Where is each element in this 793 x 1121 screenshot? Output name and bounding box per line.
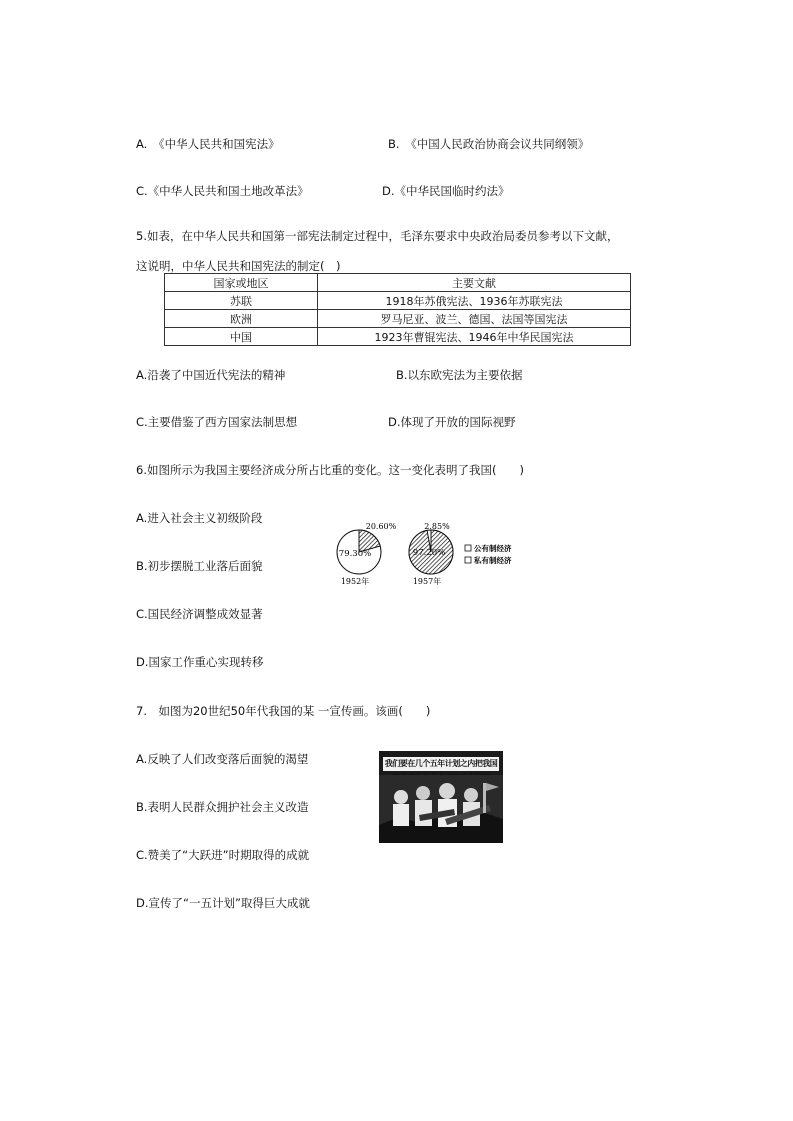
table-cell: 罗马尼亚、波兰、德国、法国等国宪法 [318, 310, 631, 328]
pie-label-private: 79.30% [338, 549, 372, 559]
table-cell: 1923年曹锟宪法、1946年中华民国宪法 [318, 328, 631, 346]
q5-stem-line2: 这说明，中华人民共和国宪法的制定( ) [136, 259, 341, 273]
q6-option-b: B.初步摆脱工业落后面貌 [136, 559, 263, 573]
legend-label-public: 公有制经济 [474, 544, 512, 553]
q5-stem-line1: 5.如表，在中华人民共和国第一部宪法制定过程中，毛泽东要求中央政治局委员参考以下文献， [136, 229, 619, 243]
chart-legend [465, 543, 512, 565]
q7-option-a: A.反映了人们改变落后面貌的渴望 [136, 752, 309, 766]
pie-year-label: 1952年 [340, 577, 370, 586]
q7-option-b: B.表明人民群众拥护社会主义改造 [136, 800, 309, 814]
table-header-row [165, 274, 631, 292]
table-cell: 中国 [165, 328, 318, 346]
q6-option-d: D.国家工作重心实现转移 [136, 655, 264, 669]
q6-stem: 6.如图所示为我国主要经济成分所占比重的变化。这一变化表明了我国( ) [136, 463, 524, 477]
q4-option-a: A. 《中华人民共和国宪法》 [136, 137, 280, 151]
q6-option-c: C.国民经济调整成效显著 [136, 607, 263, 621]
q5-option-b: B.以东欧宪法为主要依据 [396, 368, 523, 382]
q6-option-a: A.进入社会主义初级阶段 [136, 511, 263, 525]
economy-pie-charts [325, 512, 565, 596]
pie-label-public: 97.20% [412, 548, 446, 558]
poster-banner-text: 我们要在几个五年计划之内把我国 [383, 757, 499, 771]
table-row [165, 310, 631, 328]
table-row [165, 292, 631, 310]
q4-option-d: D.《中华民国临时约法》 [382, 184, 510, 198]
table-cell: 苏联 [165, 292, 318, 310]
q7-stem: 7. 如图为20世纪50年代我国的某 一宣传画。该画( ) [136, 704, 431, 718]
table-cell: 欧洲 [165, 310, 318, 328]
q5-option-c: C.主要借鉴了西方国家法制思想 [136, 415, 298, 429]
q7-option-d: D.宣传了“一五计划”取得巨大成就 [136, 896, 310, 910]
q7-option-c: C.赞美了“大跃进”时期取得的成就 [136, 848, 310, 862]
propaganda-poster-image [379, 751, 503, 843]
table-header-region: 国家或地区 [165, 274, 318, 292]
pie-year-label: 1957年 [412, 577, 442, 586]
legend-swatch-private [465, 557, 471, 563]
q4-option-b: B. 《中国人民政治协商会议共同纲领》 [388, 137, 590, 151]
legend-swatch-public [465, 545, 471, 551]
q5-documents-table [164, 273, 631, 346]
table-row [165, 328, 631, 346]
q5-option-d: D.体现了开放的国际视野 [388, 415, 516, 429]
table-cell: 1918年苏俄宪法、1936年苏联宪法 [318, 292, 631, 310]
pie-label-private: 2.85% [424, 522, 450, 531]
q5-option-a: A.沿袭了中国近代宪法的精神 [136, 368, 286, 382]
q4-option-c: C.《中华人民共和国土地改革法》 [136, 184, 309, 198]
legend-label-private: 私有制经济 [474, 556, 512, 565]
pie-label-public: 20.60% [365, 522, 397, 531]
table-header-documents: 主要文献 [318, 274, 631, 292]
poster-workers-illustration [379, 775, 503, 843]
